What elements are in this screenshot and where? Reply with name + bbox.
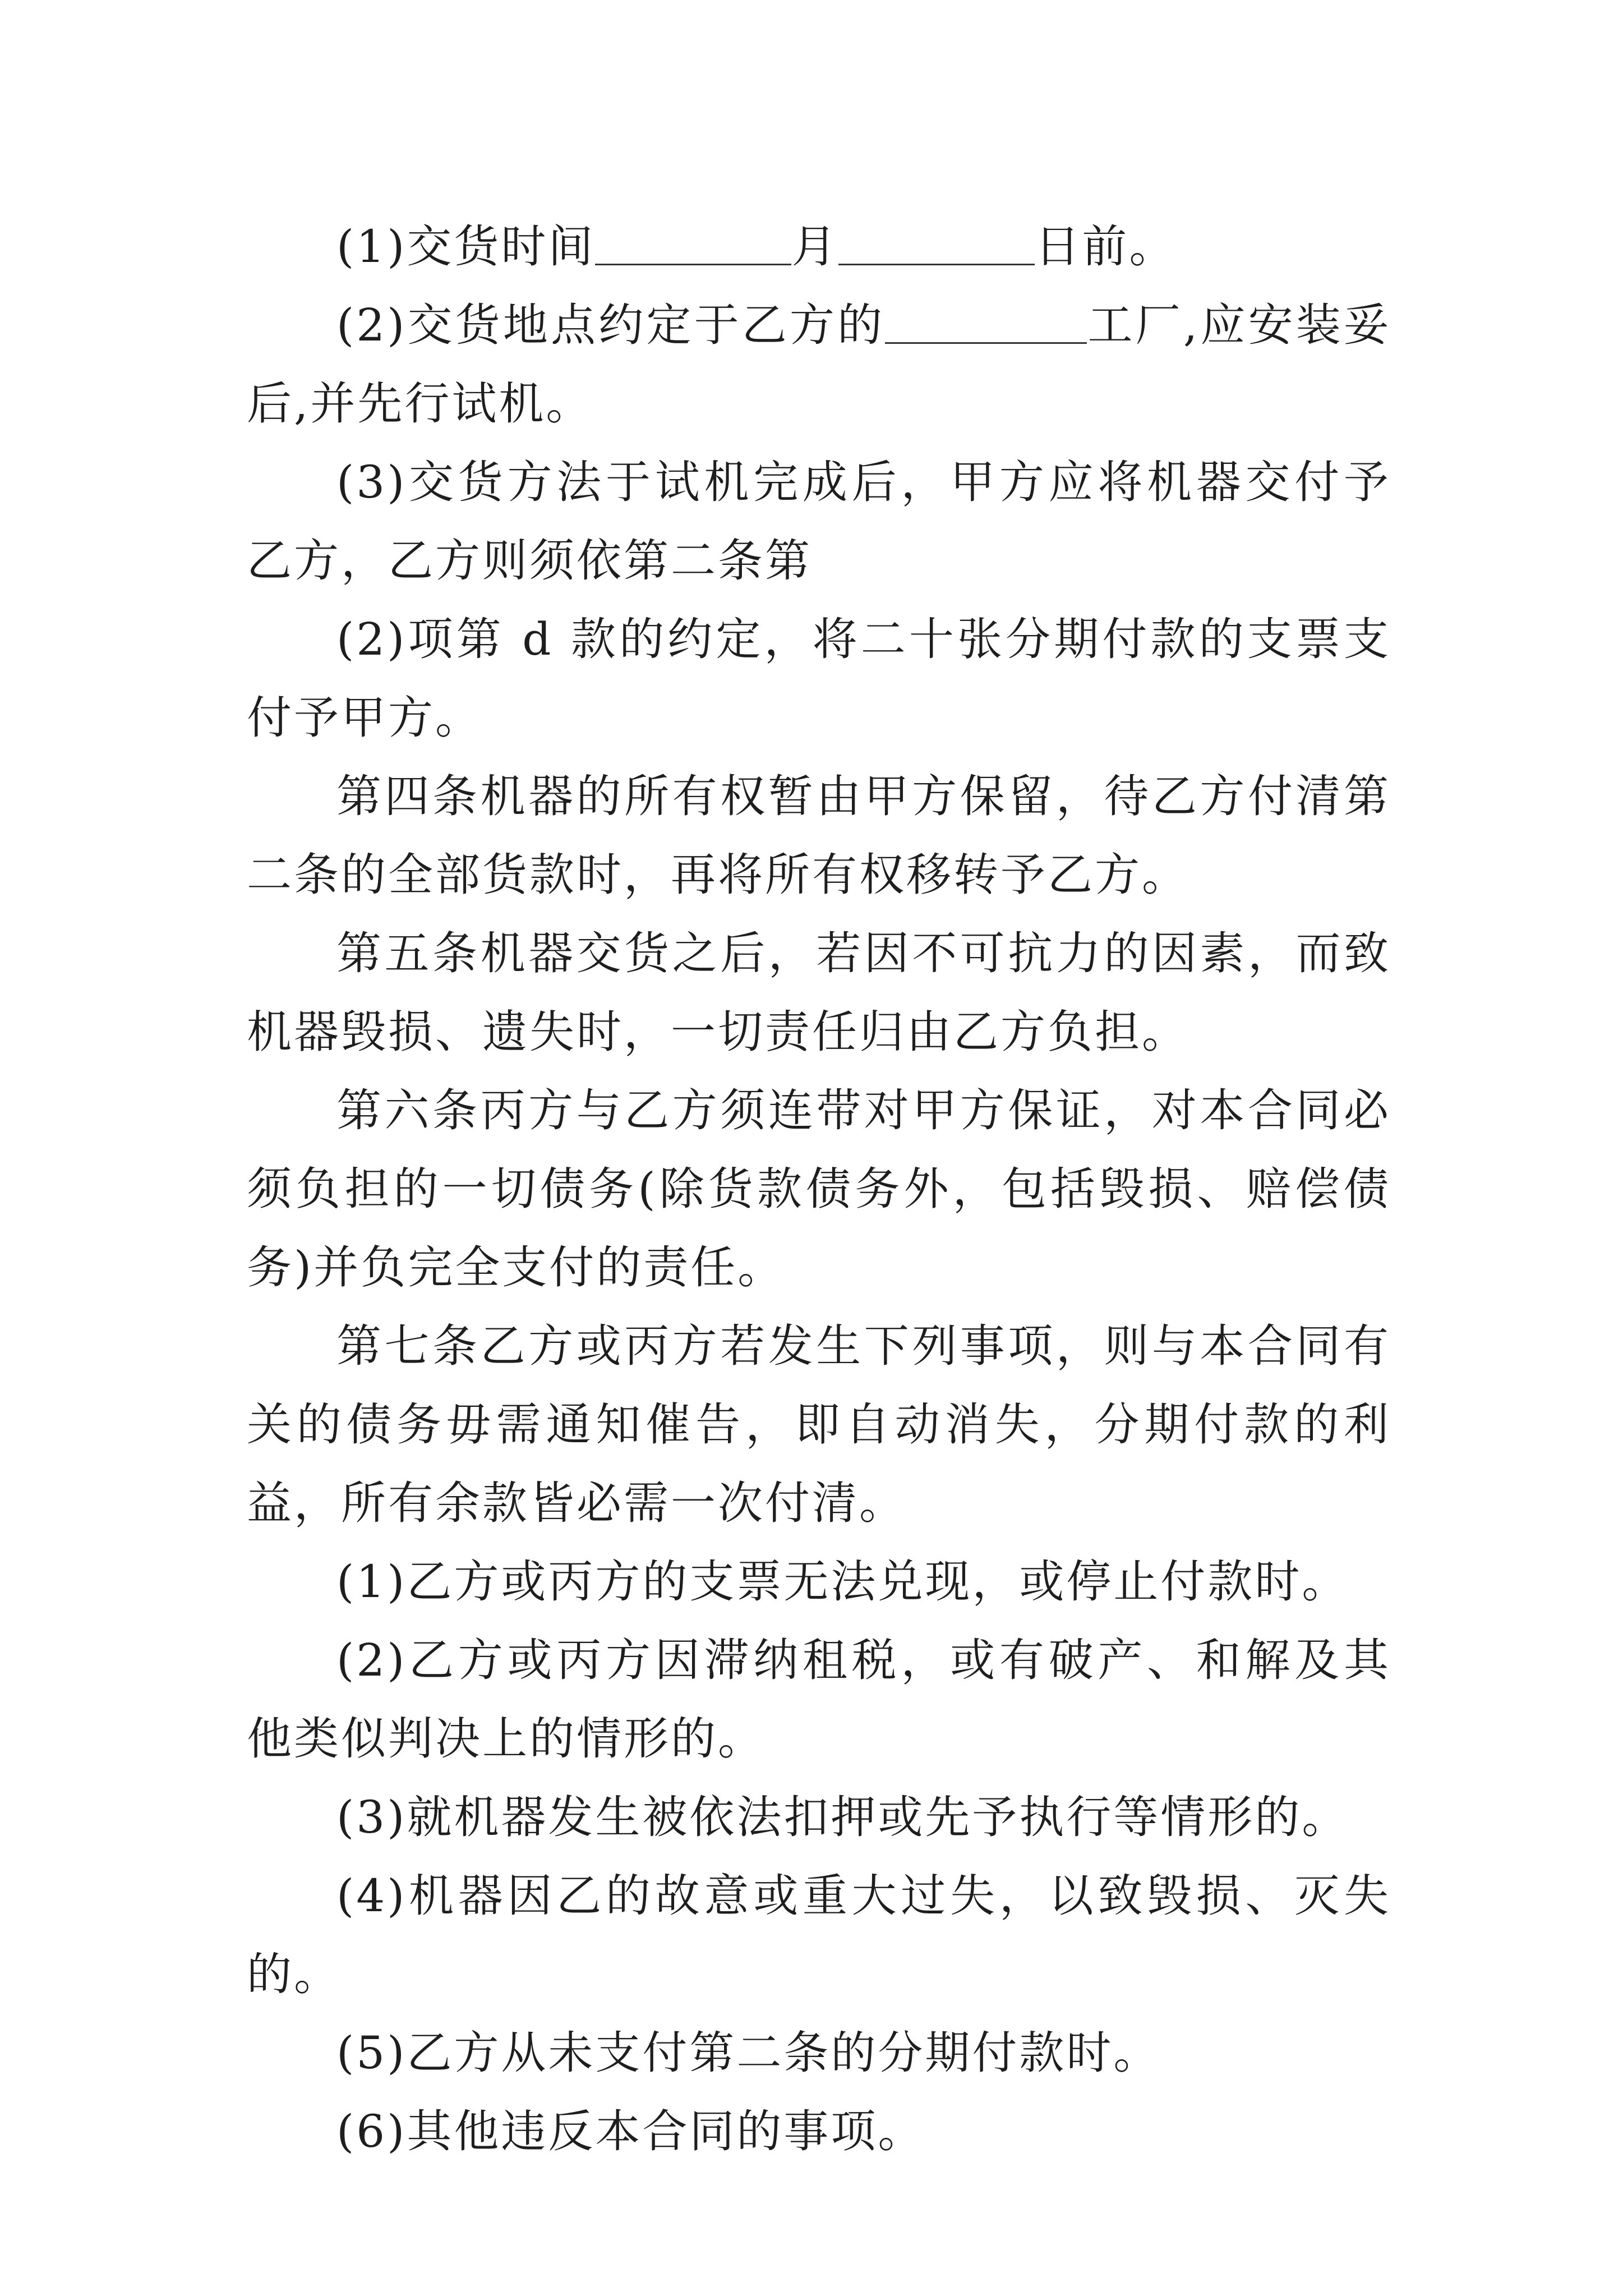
clause3-item1-prefix: (1)交货时间 (336, 220, 596, 273)
clause7-item6: (6)其他违反本合同的事项。 (336, 2105, 925, 2157)
clause3-item2-suffix: 工厂,应安装妥后,并先行试机。 (247, 299, 1391, 430)
clause3-item3-cont: (2)项第 d 款的约定，将二十张分期付款的支票支付予甲方。 (247, 613, 1391, 744)
delivery-day-blank (838, 219, 1035, 265)
clause3-item1-mid: 月 (791, 220, 839, 273)
clause3-item1-suffix: 日前。 (1035, 220, 1177, 273)
delivery-place-blank (885, 297, 1087, 344)
clause7-item2: (2)乙方或丙方因滞纳租税，或有破产、和解及其他类似判决上的情形的。 (247, 1634, 1391, 1765)
delivery-month-blank (595, 219, 791, 265)
clause3-item2-prefix: (2)交货地点约定于乙方的 (336, 299, 886, 351)
clause7-item5: (5)乙方从未支付第二条的分期付款时。 (336, 2027, 1161, 2079)
clause6: 第六条丙方与乙方须连带对甲方保证，对本合同必须负担的一切债务(除货款债务外，包括毁损、赔偿债务)并负完全支付的责任。 (247, 1084, 1391, 1294)
clause3-item1 (247, 208, 1391, 286)
clause7-item3: (3)就机器发生被依法扣押或先予执行等情形的。 (336, 1791, 1349, 1843)
clause3-item2 (247, 286, 1391, 443)
clause7-item1: (1)乙方或丙方的支票无法兑现，或停止付款时。 (336, 1556, 1349, 1608)
clause7-item4: (4)机器因乙的故意或重大过失，以致毁损、灭失的。 (247, 1870, 1391, 2000)
clause7: 第七条乙方或丙方若发生下列事项，则与本合同有关的债务毋需通知催告，即自动消失，分期付款的利益，所有余款皆必需一次付清。 (247, 1320, 1391, 1529)
document-body (247, 208, 1391, 2171)
clause5: 第五条机器交货之后，若因不可抗力的因素，而致机器毁损、遗失时，一切责任归由乙方负担。 (247, 927, 1391, 1058)
clause4: 第四条机器的所有权暂由甲方保留，待乙方付清第二条的全部货款时，再将所有权移转予乙方。 (247, 770, 1391, 901)
clause3-item3: (3)交货方法于试机完成后，甲方应将机器交付予乙方，乙方则须依第二条第 (247, 456, 1391, 587)
